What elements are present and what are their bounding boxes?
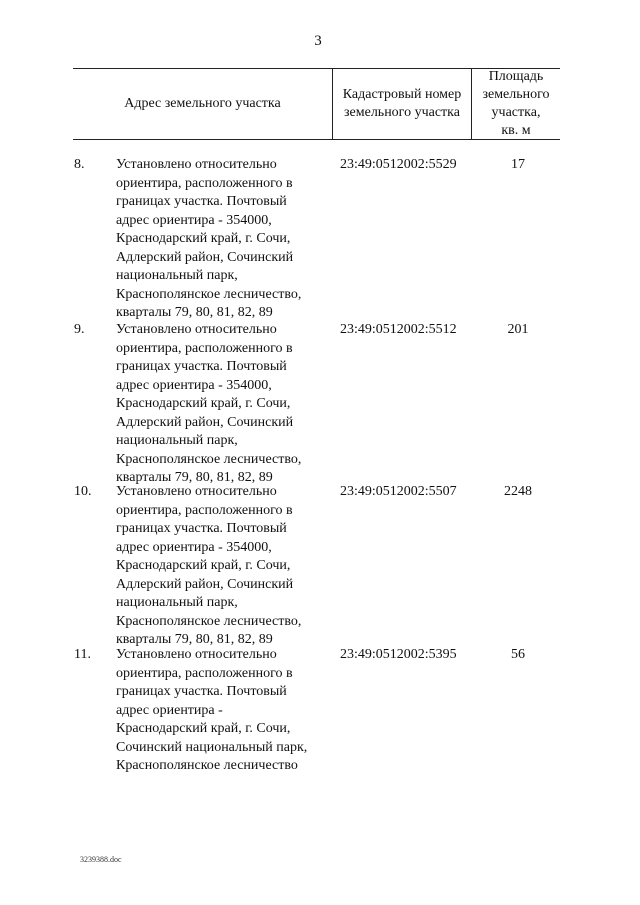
header-area: Площадь земельного участка, кв. м: [482, 69, 550, 138]
row-area: 17: [511, 157, 525, 172]
row-address: Установлено относительно ориентира, расположенного в границах участка. Почтовый адрес ориентира - 354000, Краснодарский край, г. Сочи, Адлерский район, Сочинский национальный парк, Краснополянское лесничество, кварталы 79, 80, 81, 82, 89: [116, 322, 302, 485]
page-number: 3: [314, 33, 322, 49]
header-address: Адрес земельного участка: [124, 96, 281, 111]
table-header: [73, 69, 560, 140]
row-cadastral-number: 23:49:0512002:5507: [340, 484, 457, 499]
row-area: 201: [507, 322, 529, 337]
row-cadastral-number: 23:49:0512002:5512: [340, 322, 457, 337]
row-number: 9.: [74, 322, 85, 337]
row-number: 11.: [74, 647, 91, 662]
row-cadastral-number: 23:49:0512002:5529: [340, 157, 457, 172]
row-number: 10.: [74, 484, 92, 499]
row-cadastral-number: 23:49:0512002:5395: [340, 647, 457, 662]
row-area: 2248: [504, 484, 532, 499]
row-address: Установлено относительно ориентира, расположенного в границах участка. Почтовый адрес ориентира - 354000, Краснодарский край, г. Сочи, Адлерский район, Сочинский национальный парк, Краснополянское лесничество, кварталы 79, 80, 81, 82, 89: [116, 484, 302, 647]
row-number: 8.: [74, 157, 85, 172]
row-address: Установлено относительно ориентира, расположенного в границах участка. Почтовый адрес ориентира - Краснодарский край, г. Сочи, Сочинский национальный парк, Краснополянское лесничество: [116, 647, 308, 773]
header-cadastral-number: Кадастровый номер земельного участка: [332, 69, 472, 139]
row-address: Установлено относительно ориентира, расположенного в границах участка. Почтовый адрес ориентира - 354000, Краснодарский край, г. Сочи, Адлерский район, Сочинский национальный парк, Краснополянское лесничество, кварталы 79, 80, 81, 82, 89: [116, 157, 302, 320]
row-area: 56: [511, 647, 525, 662]
document-filename: 3239388.doc: [80, 855, 122, 864]
land-plots-table: [73, 68, 560, 140]
